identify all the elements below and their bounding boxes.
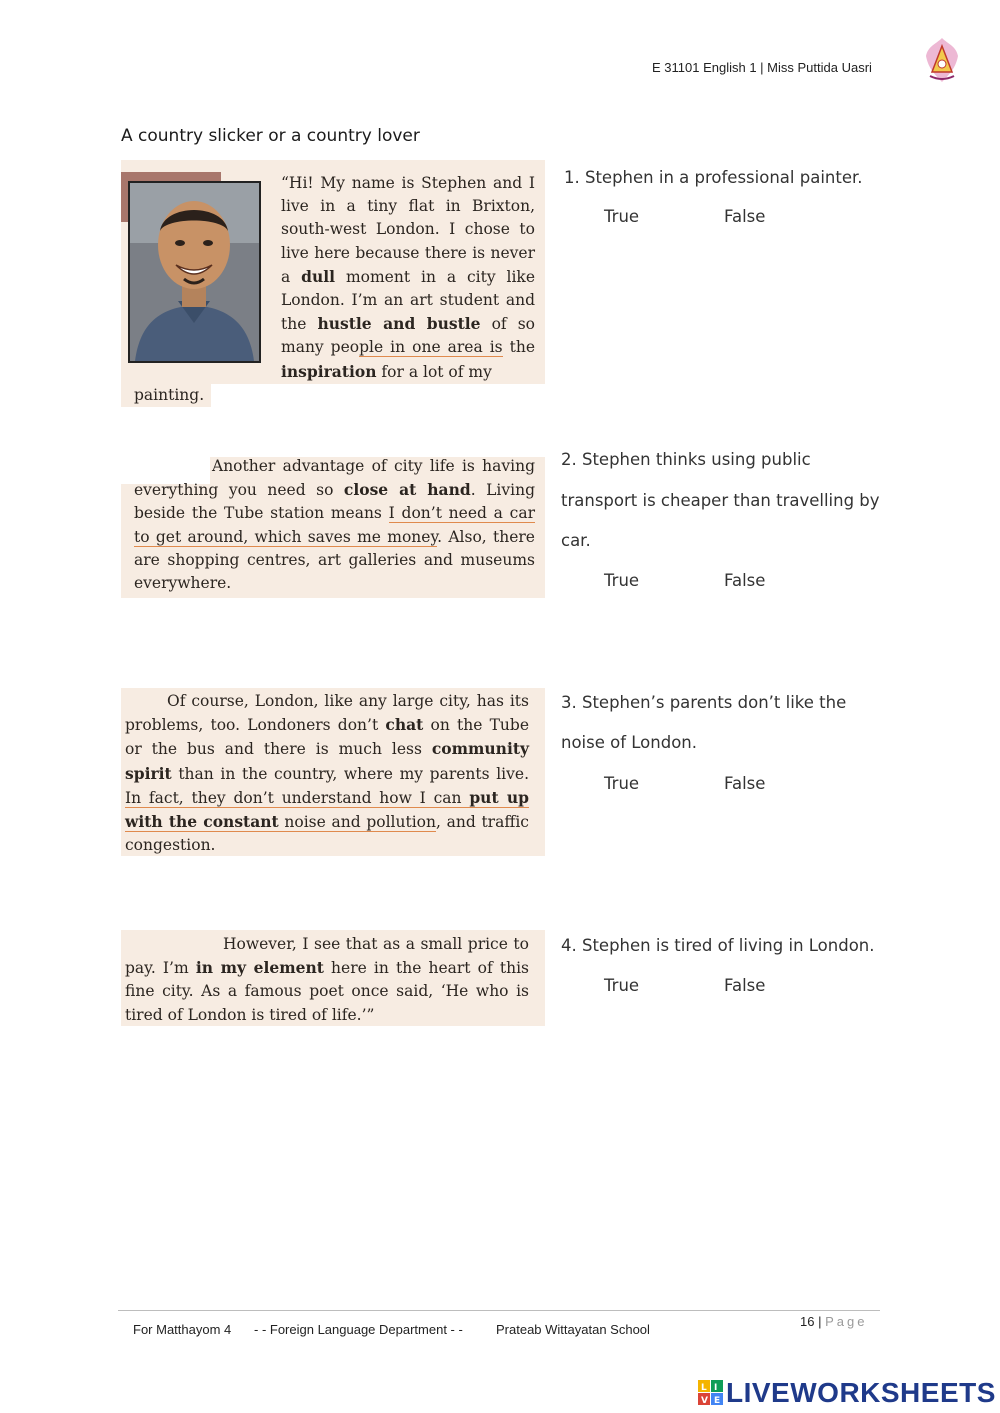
footer-school: Prateab Wittayatan School — [496, 1322, 650, 1337]
question-4-true[interactable]: True — [604, 976, 640, 995]
passage-3: Of course, London, like any large city, has its problems, too. Londoners don’t chat on the Tube or the bus and there is much less community spirit than in the country, where my parents live. In fact, they don’t understand how I can put up with the constant noise and pollution, and traffic congestion. — [121, 688, 545, 856]
worksheet-title: A country slicker or a country lover — [121, 126, 420, 146]
question-3-line-2: noise of London. — [561, 733, 698, 752]
page-number-value: 16 — [800, 1314, 815, 1329]
live-badge-icon — [698, 1380, 724, 1406]
header-course: E 31101 English 1 | Miss Puttida Uasri — [652, 60, 872, 75]
question-2-line-1: 2. Stephen thinks using public — [561, 450, 811, 469]
question-2-false[interactable]: False — [724, 571, 766, 590]
page-separator: | — [818, 1314, 822, 1329]
liveworksheets-wordmark: LIVEWORKSHEETS — [726, 1377, 996, 1408]
portrait-icon — [130, 183, 259, 361]
svg-text:V: V — [701, 1396, 708, 1406]
question-3-line-1: 3. Stephen’s parents don’t like the — [561, 693, 847, 712]
svg-text:E: E — [714, 1396, 721, 1406]
question-3-false[interactable]: False — [724, 774, 766, 793]
svg-text:I: I — [714, 1383, 718, 1393]
school-emblem-icon — [922, 36, 962, 86]
question-1-false[interactable]: False — [724, 207, 766, 226]
footer-divider — [118, 1310, 880, 1311]
question-2-line-2: transport is cheaper than travelling by — [561, 491, 880, 510]
svg-text:L: L — [701, 1383, 707, 1393]
liveworksheets-logo[interactable] — [698, 1378, 996, 1408]
footer-department: - - Foreign Language Department - - — [254, 1322, 463, 1337]
passage-2-text: Another advantage of city life is having everything you need so close at hand. Living beside the Tube station means I don’t need a car to get around, which saves me money. Also, there are shopping centres, art galleries and museums everywhere. — [134, 457, 536, 593]
question-4-line-1: 4. Stephen is tired of living in London. — [561, 936, 875, 955]
passage-1-last-line: painting. — [121, 384, 211, 407]
passage-1: “Hi! My name is Stephen and I live in a tiny flat in Brixton, south-west London. I chose to live here because there is never a dull moment in a city like London. I’m an art student and the hustle and bustle of so many people in one area is the inspiration for a lot of my — [121, 160, 545, 384]
footer-grade: For Matthayom 4 — [133, 1322, 232, 1337]
page-word: Page — [825, 1314, 868, 1329]
stephen-photo — [128, 181, 261, 363]
question-2-true[interactable]: True — [604, 571, 640, 590]
question-1-line-1: 1. Stephen in a professional painter. — [564, 168, 863, 187]
question-4-false[interactable]: False — [724, 976, 766, 995]
question-2-line-3: car. — [561, 531, 591, 550]
question-1-true[interactable]: True — [604, 207, 640, 226]
question-3-true[interactable]: True — [604, 774, 640, 793]
page-number — [800, 1314, 867, 1329]
passage-4: However, I see that as a small price to pay. I’m in my element here in the heart of this fine city. As a famous poet once said, ‘He who is tired of London is tired of life.’” — [121, 930, 545, 1026]
